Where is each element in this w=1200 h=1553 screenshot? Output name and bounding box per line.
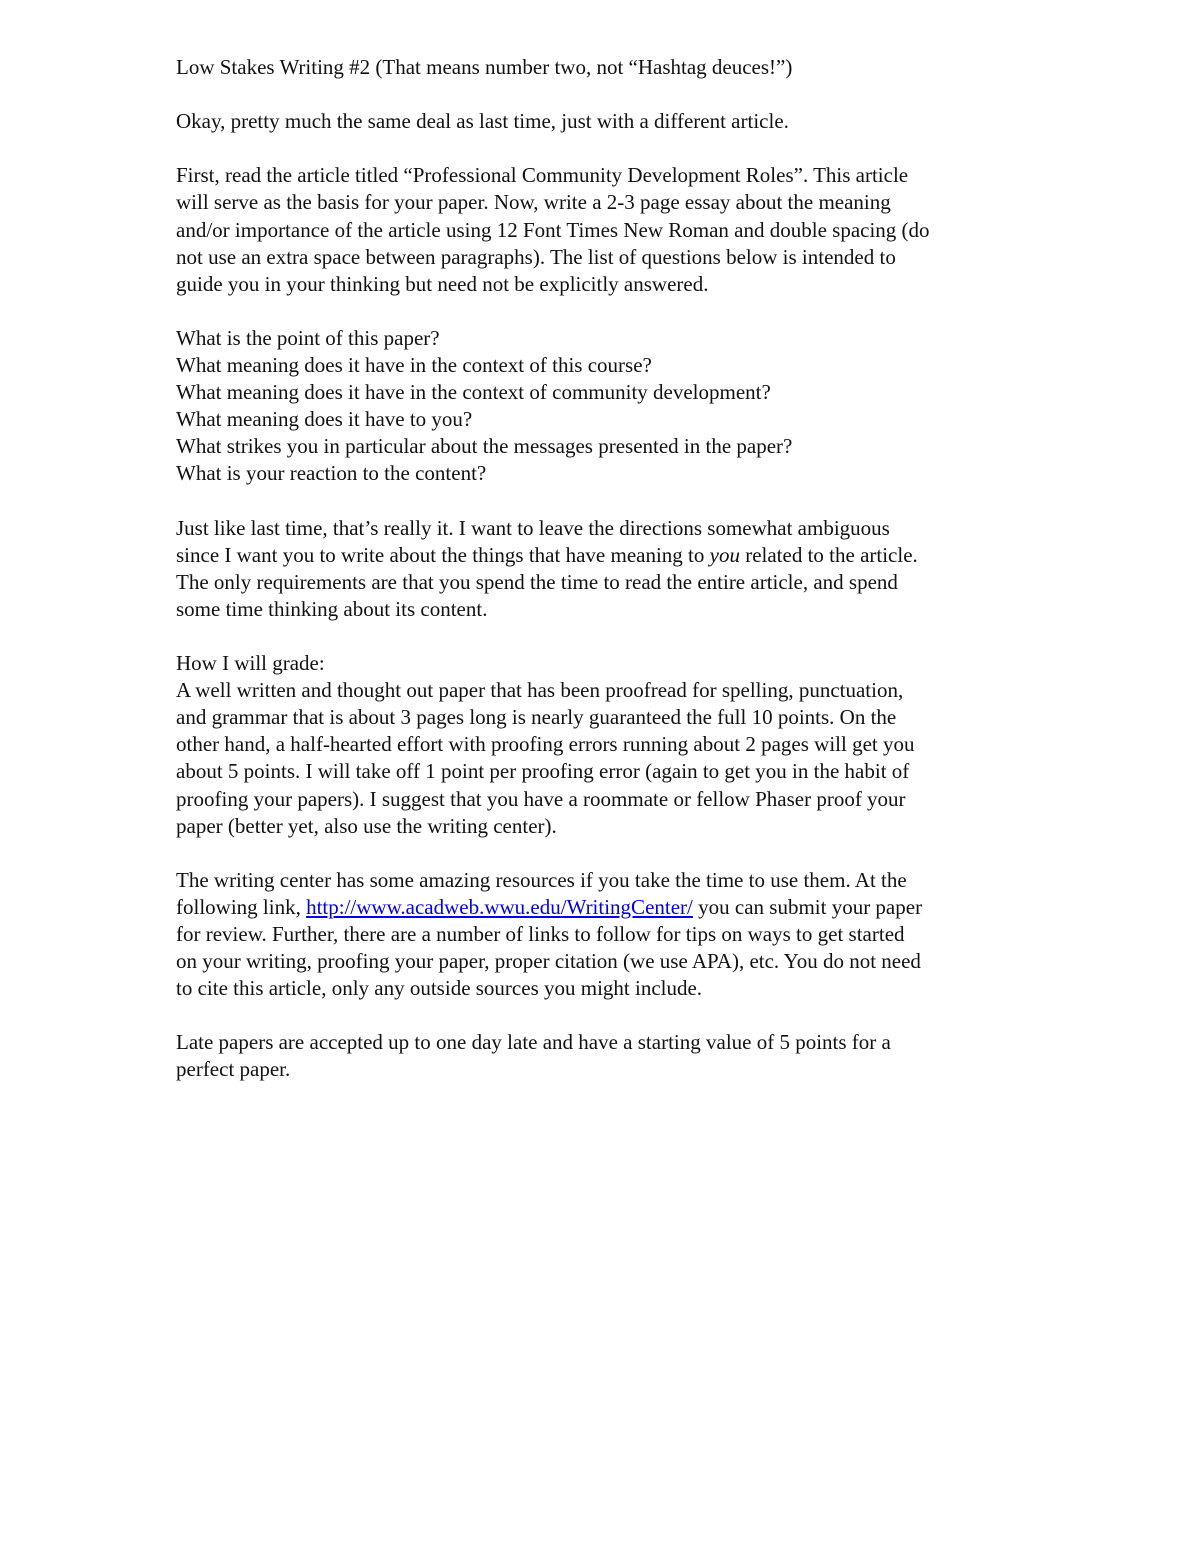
instructions-paragraph (176, 162, 1056, 297)
grading-line: and grammar that is about 3 pages long is nearly guaranteed the full 10 points. On the (176, 705, 897, 730)
writing-center-text: you can submit your paper (692, 894, 923, 919)
grading-line: other hand, a half-hearted effort with proofing errors running about 2 pages will get you (176, 732, 915, 757)
writing-center-line: to cite this article, only any outside sources you might include. (176, 976, 703, 1001)
document-title: Low Stakes Writing #2 (That means number two, not “Hashtag deuces!”) (176, 55, 793, 79)
closing-paragraph (176, 515, 1056, 623)
writing-center-line: for review. Further, there are a number of links to follow for tips on ways to get started (176, 922, 905, 946)
paragraph-spacer (176, 81, 1056, 108)
writing-center-paragraph (176, 867, 1056, 1002)
document-page (176, 54, 1056, 1084)
question-item: What strikes you in particular about the messages presented in the paper? (176, 434, 793, 459)
emphasized-word: you (709, 542, 740, 567)
instructions-line: and/or importance of the article using 12 Font Times New Roman and double spacing (do (176, 217, 930, 242)
late-policy-line: Late papers are accepted up to one day late and have a starting value of 5 points for a (176, 1030, 891, 1055)
question-item: What meaning does it have in the context of this course? (176, 353, 652, 378)
paragraph-spacer (176, 1002, 1056, 1029)
grading-heading: How I will grade: (176, 651, 325, 676)
closing-line: The only requirements are that you spend the time to read the entire article, and spend (176, 569, 898, 594)
instructions-line: First, read the article titled “Professional Community Development Roles”. This article (176, 163, 909, 188)
closing-text: related to the article. (739, 542, 918, 567)
writing-center-text: following link, (176, 894, 307, 919)
question-item: What is the point of this paper? (176, 325, 440, 350)
paragraph-spacer (176, 135, 1056, 162)
instructions-line: not use an extra space between paragraphs). The list of questions below is intended to (176, 244, 896, 269)
grading-line: proofing your papers). I suggest that you have a roommate or fellow Phaser proof your (176, 786, 906, 811)
late-policy-line: perfect paper. (176, 1057, 291, 1082)
paragraph-spacer (176, 298, 1056, 325)
instructions-line: guide you in your thinking but need not be explicitly answered. (176, 271, 709, 296)
closing-line: Just like last time, that’s really it. I want to leave the directions somewhat ambiguous (176, 515, 890, 540)
late-policy-paragraph (176, 1029, 1056, 1083)
intro-paragraph: Okay, pretty much the same deal as last time, just with a different article. (176, 109, 789, 134)
grading-line: paper (better yet, also use the writing center). (176, 813, 557, 838)
grading-section (176, 650, 1056, 840)
writing-center-line: on your writing, proofing your paper, proper citation (we use APA), etc. You do not need (176, 949, 921, 974)
closing-line (176, 542, 1056, 569)
questions-list (176, 325, 1056, 488)
paragraph-spacer (176, 840, 1056, 867)
grading-line: A well written and thought out paper that has been proofread for spelling, punctuation, (176, 678, 904, 703)
question-item: What meaning does it have in the context of community development? (176, 380, 771, 405)
paragraph-spacer (176, 488, 1056, 515)
closing-line: some time thinking about its content. (176, 596, 488, 621)
writing-center-line (176, 894, 1056, 921)
question-item: What is your reaction to the content? (176, 461, 487, 486)
writing-center-link[interactable]: http://www.acadweb.wwu.edu/WritingCenter/ (306, 894, 693, 919)
question-item: What meaning does it have to you? (176, 407, 473, 432)
writing-center-line: The writing center has some amazing resources if you take the time to use them. At the (176, 867, 907, 892)
closing-text: since I want you to write about the things that have meaning to (176, 542, 710, 567)
instructions-line: will serve as the basis for your paper. Now, write a 2-3 page essay about the meaning (176, 190, 891, 215)
grading-line: about 5 points. I will take off 1 point per proofing error (again to get you in the habit of (176, 759, 910, 784)
paragraph-spacer (176, 623, 1056, 650)
